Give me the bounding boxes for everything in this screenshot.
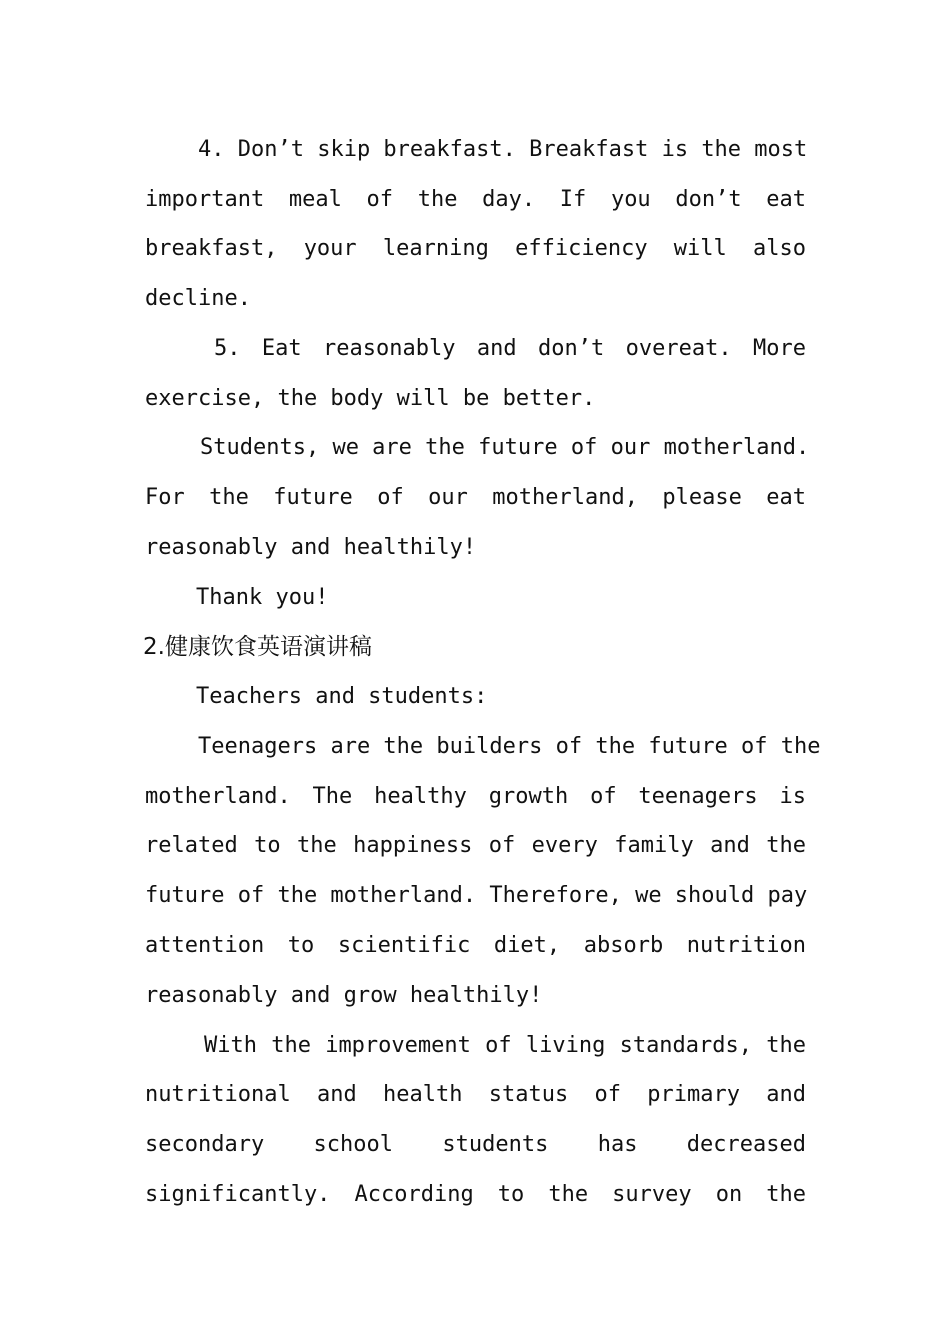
text-line: important meal of the day. If you don’t eat xyxy=(145,187,806,212)
text-line: future of the motherland. Therefore, we should pay xyxy=(145,883,808,908)
text-line: 4. Don’t skip breakfast. Breakfast is the most xyxy=(198,137,808,162)
text-line: secondary school students has decreased xyxy=(145,1132,806,1157)
text-line: reasonably and healthily! xyxy=(145,535,477,560)
text-line: reasonably and grow healthily! xyxy=(145,983,543,1008)
text-line: related to the happiness of every family and the xyxy=(145,833,806,858)
text-line: attention to scientific diet, absorb nutrition xyxy=(145,933,806,958)
text-line: Teachers and students: xyxy=(196,684,488,709)
text-line: Students, we are the future of our motherland. xyxy=(200,435,810,460)
text-line: decline. xyxy=(145,286,251,311)
text-line: For the future of our motherland, please eat xyxy=(145,485,806,510)
section-heading: 2.健康饮食英语演讲稿 xyxy=(143,634,372,660)
text-line: 5. Eat reasonably and don’t overeat. More xyxy=(214,336,806,361)
text-line: significantly. According to the survey on the xyxy=(145,1182,806,1207)
text-line: exercise, the body will be better. xyxy=(145,386,596,411)
text-line: breakfast, your learning efficiency will also xyxy=(145,236,806,261)
text-line: Thank you! xyxy=(196,585,329,610)
text-line: nutritional and health status of primary and xyxy=(145,1082,806,1107)
text-line: Teenagers are the builders of the future of the xyxy=(198,734,821,759)
text-line: motherland. The healthy growth of teenagers is xyxy=(145,784,806,809)
text-line: With the improvement of living standards, the xyxy=(204,1033,806,1058)
